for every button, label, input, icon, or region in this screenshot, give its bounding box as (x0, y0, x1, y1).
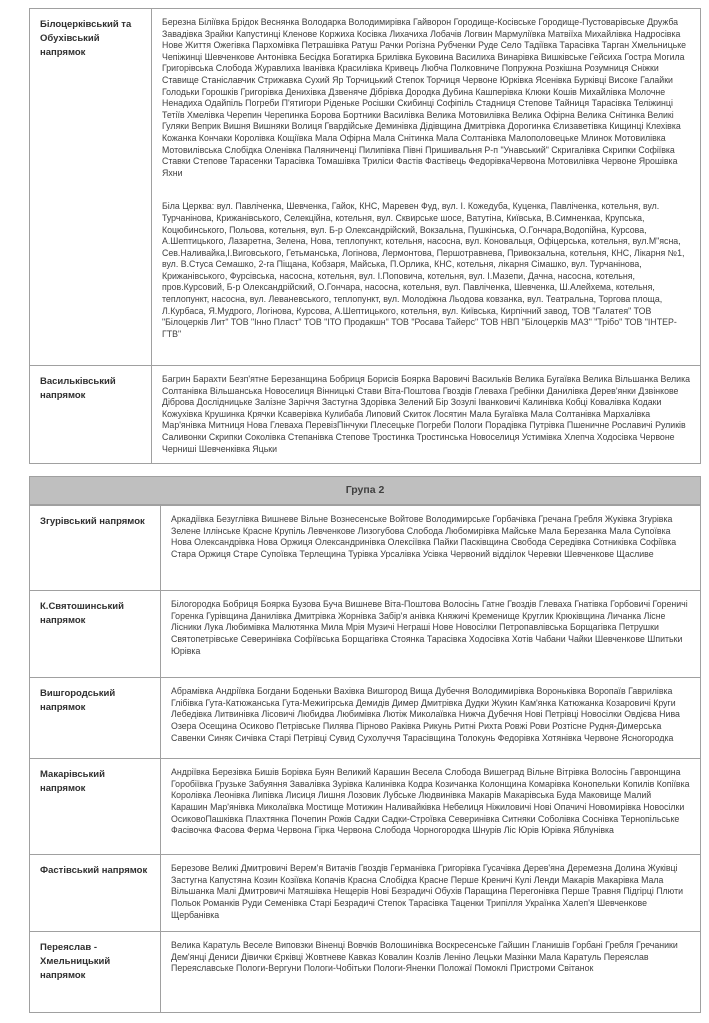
settlements-text: Велика Каратуль Веселе Виповзки Віненці Вовчків Волошинівка Воскресенське Гайшин Гланишів Горбані Гребля Гречаники Дем'янці Дениси Дівички Єрківці Жовтневе Кавказ Ковалин Козлів Леніно Лецьки Мазінки Мала Каратуль Переяслав Переяславське Пологи-Вергуни Пологи-Чобітьки Пологи-Яненки Положаї Помоклі Пристроми Світанок (171, 940, 678, 974)
settlements-cell (161, 678, 700, 758)
group1-table (29, 8, 701, 464)
settlements-text: Багрин Барахти Безп'ятне Березанщина Бобриця Борисів Боярка Варовичі Васильків Велика Бугаївка Велика Вільшанка Велика Солтанівка Вільшанська Новоселиця Вінницькі Стави Віта-Поштова Гвоздів Глеваха Гребінки Данилівка Дерев'янки Дзвінкове Діброва Дослідницьке Залізне Заріччя Застугна Здорівка Зелений Бір Зозулі Іванковичі Калинівка Кобці Ковалівка Кодаки Кожухівка Крушинка Крячки Ксаверівка Кулибаба Липовий Скиток Лосятин Мала Бугаївка Мала Солтанівка Мархалівка Мар'янівка Митниця Нова Глеваха ПеревізПінчуки Плесецьке Погреби Пологи Порадівка Путрівка Пшеничне Рославичі Руликів Саливонки Скрипки Соколівка Степанівка Степове Тростинка Тростинська Новоселиця Устимівка Хлепча Ходосівка Червоне Черниші Шевченківка Яцьки (162, 374, 691, 454)
direction-label: К.Святошинський напрямок (30, 591, 161, 677)
group2-header: Група 2 (30, 477, 700, 505)
direction-label: Вишгородський напрямок (30, 678, 161, 758)
table-row (30, 9, 700, 365)
table-row (30, 677, 700, 758)
settlements-text: Білогородка Бобриця Боярка Бузова Буча Вишневе Віта-Поштова Волосінь Гатне Гвоздів Глеваха Гнатівка Горбовичі Гореничі Горенка Гурівщина Данилівка Дмитрівка Жорнівка Забір'я анівка Княжичі Кременище Круглик Крюківщина Личанка Лісне Лісники Лука Любимівка Малютянка Мила Мрія Музичі Неграші Нове Новосілки Петропавлівська Борщагівка Петрушки Святопетрівське Северинівка Софіївська Борщагівка Стоянка Тарасівка Ходосівка Хотів Чабани Чайки Шевченкове Шпитьки Юрівка (171, 599, 688, 656)
settlements-cell (152, 366, 700, 463)
direction-label: Макарівський напрямок (30, 759, 161, 854)
settlements-cell (152, 9, 700, 365)
settlements-cell (161, 591, 700, 677)
settlements-cell (161, 506, 700, 590)
settlements-cell (161, 759, 700, 854)
direction-label: Згурівський напрямок (30, 506, 161, 590)
table-row (30, 590, 700, 677)
settlements-text: Березна Біліївка Брідок Веснянка Володарка Володимирівка Гайворон Городище-Косівське Городище-Пустоварівське Дружба Завадівка Зрайки Капустинці Кленове Коржиха Косівка Лихачиха Лобачів Логвин Мармуліївка Матвіїха Михайлівка Надросівка Нове Життя Ожегівка Пархомівка Петрашівка Ратуш Рачки Рогізна Рубченки Руде Село Тадіївка Тарасівка Тарган Хмельницьке Чепіжинці Шевченкове Антонівка Бесідка Богатирка Брилівка Буковина Василиха Винарівка Вишківське Гейсиха Гостра Могила Григорівська Слобода Журавлиха Іванівка Красилівка Кривець Любча Полковниче Попружна Розкішна Розумниця Сніжки Ставище Станіславчик Стрижавка Сухий Яр Торчицький Степок Торчиця Червоне Юрківка Ясенівка Бурківці Високе Галайки Голодьки Горошків Григорівка Денихівка Дзвеняче Дібрівка Дородка Дубина Кашперівка Клюки Кошів Михайлівка Молочне Ненадиха Одайпіль Погреби П'ятигори Ріденьке Росішки Скибинці Софіпіль Стадниця Степове Тайниця Тарасівка Теліжинці Тетіїв Хмелівка Черепин Черепинка Борова Бортники Василівка Велика Мотовилівка Велика Офірна Велика Снітинка Великі Гуляки Веприк Вишня Вишняки Волиця Гвардійське Деминівка Дідівщина Дмитрівка Дорогинка Єлизаветівка Кищинці Клехівка Кожанка Кончаки Королівка Кощіївка Мала Офірна Мала Снітинка Мала Солтанівка Малополовецьке Млинок Мотовилівка Мотовилівська Слобідка Оленівка Паляниченці Пилипівка Півні Пришивальня Р-п "Унавський" Скригалівка Скрипки Софіївка Ставки Степове Тарасенки Тарасівка Томашівка Триліси Фастів Фастівець ФедорівкаЧервона Мотовилівка Червоне Ярошівка Яхни (162, 17, 687, 178)
bila-tserkva-streets-text: Біла Церква: вул. Павліченка, Шевченка, Гайок, КНС, Маревен Фуд, вул. І. Кожедуба, Куценка, Павліченка, котельня, вул. Турчанінова, Крижанівського, Селекційна, котельня, вул. Сквирське шосе, Ватутіна, Київська, В.Симненкаа, Крупська, Коцюбинського, Польова, котельня, вул. Б-р Олександрійский, Вокзальна, Пушкінська, О.Гончара,Водопійна, Курсова, А.Шептицького, Лазаретна, Зелена, Нова, теплопункт, котельня, насосна, вул. Коновальця, Офіцерська, котельня, вул.М"ясна, Сев.Наливайка,І.Виговського, Гетьманська, Логінова, Лермонтова, Першотравнева, Привокзальна, котельня, КНС, Лікарня №1, вул. В.Стуса Семашко, 2-га Піщана, Кобзаря, Майська, П.Орлика, КНС, котельня, лікарня Сімашко, вул. Турчанінова, Крижанівського, Фурсівська, насосна, котельня, вул. І.Поповича, котельня, вул. І.Мазепи, Дачна, насосна, котельня, пров.Курсовий, Б-р Олександрійский, О.Гончара, насосна, котельня, вул. Павліченка, Шевченка, Ш.Алейхема, котельня, теплопункт, насосна, вул. Леваневського, теплопункт, вул. Молодіжна Льодова ковзанка, вул. Театральна, Торгова площа, Л.Курбаса, Я.Мудрого, Логінова, Курсова, А.Шептицького, котельня, вул. Київська, Кирпічний завод, ТОВ "Галатея" ТОВ "Білоцерків Лит" ТОВ "Інно Пласт" ТОВ "ІТО Продакшн" ТОВ "Росава Тайерс" ТОВ НВП "Білоцерків МАЗ" "Трібо" ТОВ "ІНТЕР-ГТВ" (162, 201, 685, 339)
direction-label: Васильківський напрямок (30, 366, 152, 463)
table-row (30, 758, 700, 854)
settlements-text: Аркадіївка Безуглівка Вишневе Вільне Вознесенське Войтове Володимирське Горбачівка Гречана Гребля Жуківка Згурівка Зелене Іллінське Красне Крупіль Левченкове Лизогубова Слобода Любомирівка Майське Мала Березанка Мала Супоївка Нова Олександрівка Нова Оржиця Олександринівка Олексіївка Пайки Пасківщина Свобода Середівка Сотниківка Софіївка Стара Оржиця Старе Супоївка Терлещина Турівка Урсалівка Усівка Червоний відділок Черевки Шевченкове Щасливе (171, 514, 677, 559)
settlements-text: Андріївка Березівка Бишів Борівка Буян Великий Карашин Весела Слобода Вишеград Вільне Вітрівка Волосінь Гавронщина Горобіївка Грузьке Забуяння Завалівка Зурівка Калинівка Кодра Козичанка Колонщина Комарівка Конопельки Копилів Копіївка Королівка Леонівка Липівка Лисиця Лишня Лозовик Лубське Людвинівка Макарів Макарівська Буда Маковище Малий Карашин Мар'янівка Миколаївка Мостище Мотижин Наливайківка Небелиця Ніжиловичі Нові Опачичі Новомирівка Новосілки ОсиковоПашківка Плахтянка Почепин Рожів Садки Садки-Строївка Северинівка Ситняки Соболівка Соснівка Тернопільське Фасівочка Фасова Ферма Червона Гірка Червона Слобода Чорногородка Шнурів Ліс Юрів Юрівка Яблунівка (171, 767, 690, 836)
settlements-text: Березове Великі Дмитровичі Верем'я Витачів Гвоздів Германівка Григорівка Гусачівка Дерев'яна Деремезна Долина Жуківці Застугна Капустяна Козин Козіївка Копачів Красна Слобідка Красне Перше Креничі Кулі Ленди Макарів Макарівка Мала Вільшанка Малі Дмитровичі Матяшівка Нещерів Нові Безрадичі Обухів Паращина Перегонівка Перше Травня Підгірці Плюти Польок Романків Руди Семенівка Старі Безрадичі Степок Тарасівка Таценки Трипілля Українка Халеп'я Шевченкове Щербанівка (171, 863, 684, 920)
settlements-cell (161, 855, 700, 931)
settlements-text: Абрамівка Андріївка Богдани Боденьки Вахівка Вишгород Вища Дубечня Володимирівка Вороньківка Воропаїв Гаврилівка Глібівка Гута-Катюжанська Гута-Межигірська Демидів Димер Дмитрівка Дудки Жукин Кам'янка Катюжанка Козаровичі Круги Лебедівка Литвинівка Лісовичі Любидва Любимівка Лютіж Миколаївка Нижча Дубечня Нові Петрівці Новосілки Овдієва Нива Озера Осещина Осиково Петрівське Пилява Пірново Раківка Рикунь Ритні Рихта Ровжі Рови Розтісне Рудня-Димерська Савенки Синяк Сичівка Старі Петрівці Сувид Сухолуччя Тарасівщина Толокунь Федорівка Хотянівка Червоне Ясногородка (171, 686, 680, 743)
table-row (30, 854, 700, 931)
table-row (30, 365, 700, 463)
table-row (30, 931, 700, 1012)
table-row (30, 505, 700, 590)
direction-label: Білоцерківський та Обухівський напрямок (30, 9, 152, 365)
direction-label: Переяслав - Хмельницький напрямок (30, 932, 161, 1012)
direction-label: Фастівський напрямок (30, 855, 161, 931)
settlements-cell (161, 932, 700, 1012)
group2-table (29, 476, 701, 1013)
